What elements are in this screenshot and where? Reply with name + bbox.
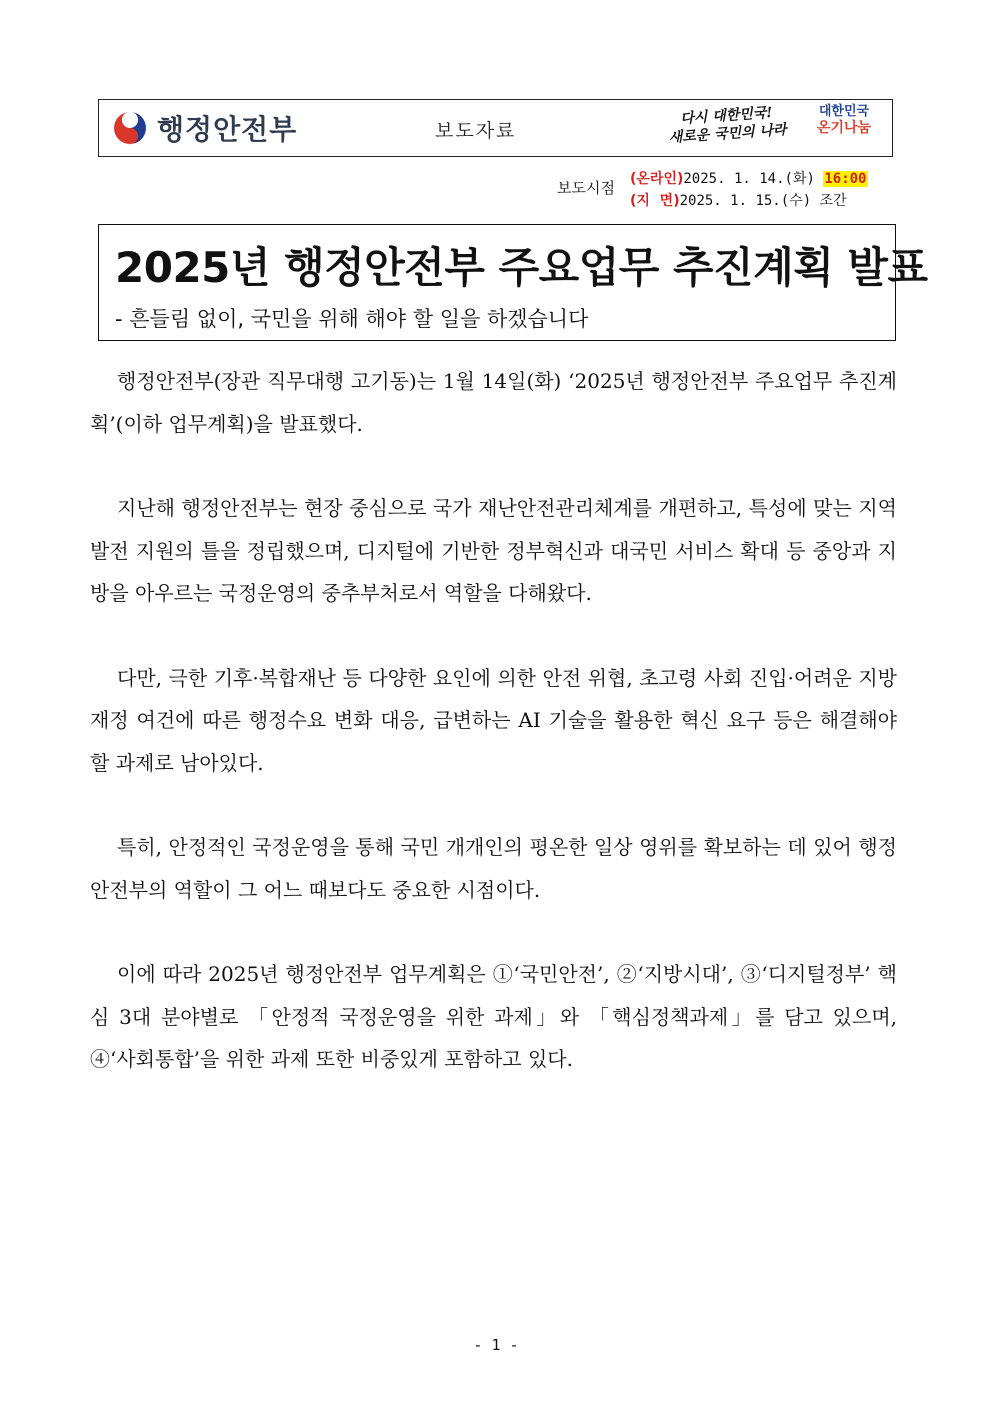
print-date: 2025. 1. 15.(수) 조간 (679, 193, 847, 209)
online-tag: (온라인) (630, 171, 684, 187)
body-paragraph: 지난해 행정안전부는 현장 중심으로 국가 재난안전관리체계를 개편하고, 특성에 맞는 지역발전 지원의 틀을 정립했으며, 디지털에 기반한 정부혁신과 대국민 서비스 확대 등 중앙과 지방을 아우르는 국정운영의 중추부처로서 역할을 다해왔다. (90, 496, 897, 605)
ministry-name: 행정안전부 (157, 113, 298, 146)
body-paragraph: 행정안전부(장관 직무대행 고기동)는 1월 14일(화) ‘2025년 행정안전부 주요업무 추진계획’(이하 업무계획)을 발표했다. (90, 369, 897, 436)
article-body (90, 360, 897, 1123)
release-time-label: 보도시점 (557, 179, 615, 197)
page-title: 2025년 행정안전부 주요업무 추진계획 발표 (115, 243, 928, 292)
slogan-logo (666, 103, 788, 147)
letterhead (98, 99, 893, 157)
page-subtitle: - 흔들림 없이, 국민을 위해 해야 할 일을 하겠습니다 (115, 307, 589, 331)
document-type-label: 보도자료 (435, 120, 517, 142)
body-paragraph: 다만, 극한 기후·복합재난 등 다양한 요인에 의한 안전 위협, 초고령 사회 진입·어려운 지방재정 여건에 따른 행정수요 변화 대응, 급변하는 AI 기술을 활용한 혁신 요구 등은 해결해야 할 과제로 남아있다. (90, 665, 898, 775)
slogan-line-1: 다시 대한민국! (679, 104, 773, 128)
online-time: 16:00 (824, 171, 867, 187)
online-date: 2025. 1. 14.(화) (683, 171, 815, 187)
campaign-line-2: 온기나눔 (816, 120, 872, 136)
body-paragraph: 특히, 안정적인 국정운영을 통해 국민 개개인의 평온한 일상 영위를 확보하는 데 있어 행정안전부의 역할이 그 어느 때보다도 중요한 시점이다. (90, 835, 897, 902)
release-print-row (630, 190, 847, 210)
page-number: - 1 - (473, 1336, 519, 1354)
slogan-line-2: 새로운 국민의 나라 (668, 121, 788, 147)
headline-box (98, 224, 928, 341)
campaign-line-1: 대한민국 (818, 104, 870, 119)
release-online-row (630, 168, 868, 188)
campaign-logo (805, 103, 883, 137)
taegeuk-emblem-icon (112, 110, 148, 146)
body-paragraph: 이에 따라 2025년 행정안전부 업무계획은 ①‘국민안전’, ②‘지방시대’, ③‘디지털정부’ 핵심 3대 분야별로 「안정적 국정운영을 위한 과제」와 「핵심정책과제」를 담고 있으며, ④‘사회통합’을 위한 과제 또한 비중있게 포함하고 있다. (90, 962, 897, 1071)
print-tag: (지 면) (630, 193, 680, 209)
